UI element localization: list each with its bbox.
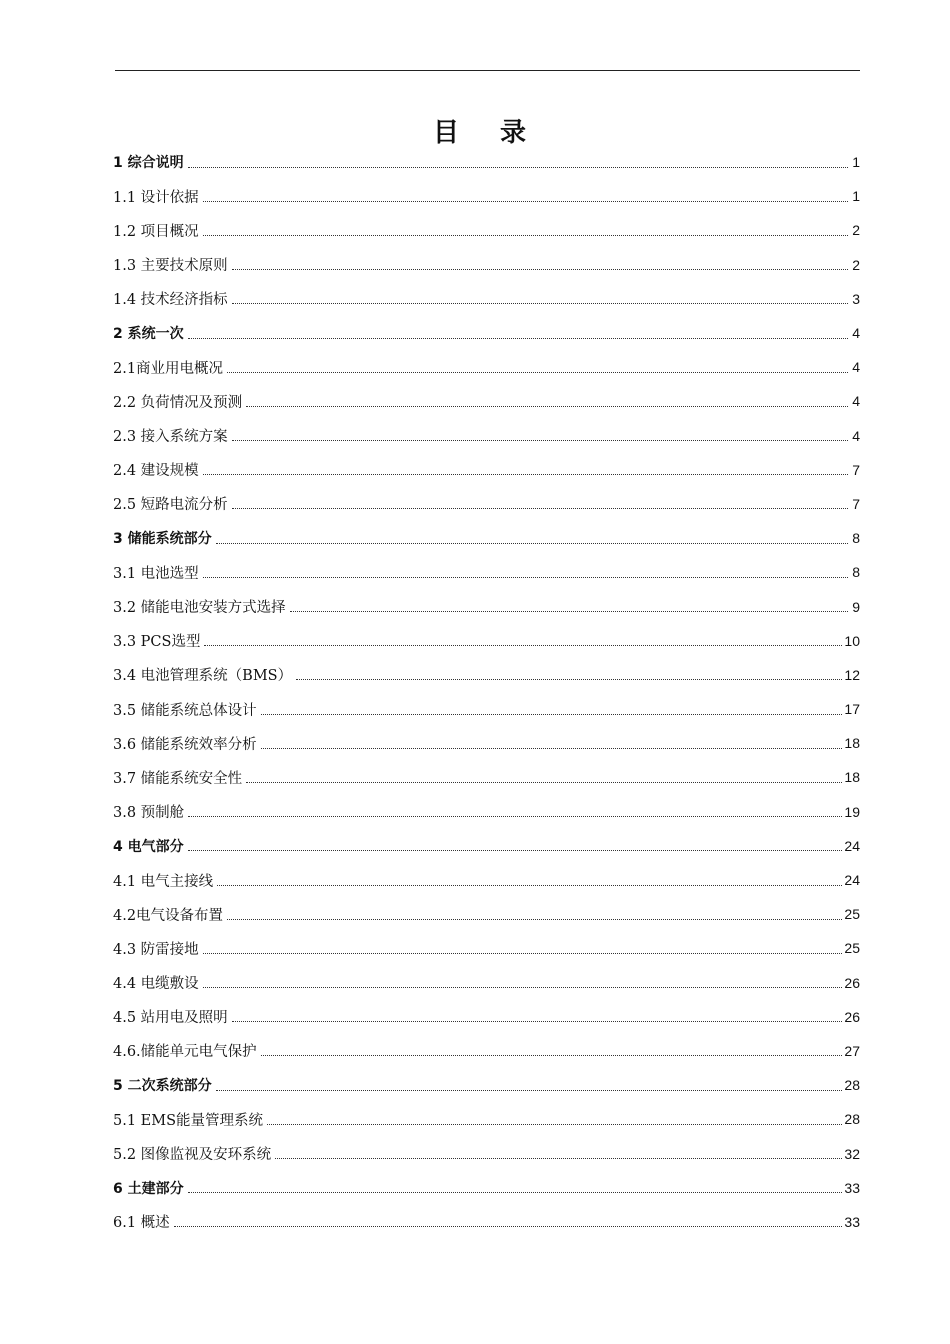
toc-dot-leader [232,303,848,304]
toc-dot-leader [203,235,848,236]
toc-dot-leader [246,406,848,407]
toc-entry[interactable] [113,521,860,555]
toc-entry-page-number: 26 [844,974,860,991]
toc-entry-page-number: 3 [852,290,860,307]
toc-dot-leader [261,1055,843,1056]
toc-dot-leader [290,611,848,612]
toc-entry-page-number: 8 [852,530,860,547]
toc-dot-leader [216,1090,843,1091]
toc-entry[interactable] [113,145,860,179]
toc-dot-leader [296,679,842,680]
toc-entry-label: 4.6.储能单元电气保护 [113,1044,257,1061]
toc-entry-label: 5.2 图像监视及安环系统 [113,1147,272,1164]
toc-entry-label: 4.5 站用电及照明 [113,1010,228,1027]
toc-entry-label: 4.2电气设备布置 [113,907,224,924]
toc-entry[interactable] [113,1205,860,1239]
toc-dot-leader [232,269,848,270]
toc-entry[interactable] [113,966,860,1000]
toc-dot-leader [217,885,842,886]
toc-entry-label: 4.4 电缆敷设 [113,976,199,993]
toc-entry[interactable] [113,487,860,521]
toc-entry[interactable] [113,726,860,760]
toc-dot-leader [188,167,848,168]
toc-entry-label: 4 电气部分 [113,838,184,855]
toc-entry-page-number: 18 [844,735,860,752]
toc-entry[interactable] [113,1034,860,1068]
toc-entry-label: 3.3 PCS选型 [113,634,201,651]
toc-entry[interactable] [113,658,860,692]
toc-entry[interactable] [113,863,860,897]
toc-entry[interactable] [113,829,860,863]
toc-entry-page-number: 4 [852,393,860,410]
toc-entry-label: 2.3 接入系统方案 [113,429,228,446]
toc-entry-label: 3.4 电池管理系统（BMS） [113,668,293,685]
toc-dot-leader [203,953,843,954]
toc-entry-page-number: 4 [852,427,860,444]
toc-dot-leader [261,748,843,749]
toc-entry[interactable] [113,1136,860,1170]
toc-dot-leader [246,782,842,783]
toc-entry[interactable] [113,555,860,589]
toc-entry[interactable] [113,692,860,726]
toc-entry-label: 3.2 储能电池安装方式选择 [113,600,286,617]
toc-dot-leader [203,987,843,988]
toc-dot-leader [275,1158,842,1159]
toc-entry-label: 4.1 电气主接线 [113,873,214,890]
toc-dot-leader [188,850,843,851]
toc-dot-leader [204,645,842,646]
toc-dot-leader [174,1226,843,1227]
toc-entry[interactable] [113,795,860,829]
toc-entry[interactable] [113,453,860,487]
toc-entry-label: 2 系统一次 [113,326,184,343]
toc-entry-label: 5.1 EMS能量管理系统 [113,1112,264,1129]
toc-entry-page-number: 2 [852,222,860,239]
toc-entry-label: 1.3 主要技术原则 [113,258,228,275]
toc-dot-leader [203,474,848,475]
toc-entry-label: 3 储能系统部分 [113,531,212,548]
toc-entry-page-number: 10 [844,632,860,649]
toc-entry-page-number: 1 [852,188,860,205]
toc-dot-leader [203,201,848,202]
toc-entry-label: 2.5 短路电流分析 [113,497,228,514]
toc-entry[interactable] [113,419,860,453]
toc-dot-leader [267,1124,842,1125]
toc-dot-leader [188,1192,843,1193]
toc-entry-page-number: 24 [844,837,860,854]
toc-entry[interactable] [113,384,860,418]
toc-dot-leader [203,577,848,578]
toc-entry[interactable] [113,1171,860,1205]
toc-entry-page-number: 26 [844,1008,860,1025]
toc-entry-label: 1.4 技术经济指标 [113,292,228,309]
toc-entry-page-number: 4 [852,359,860,376]
toc-entry-label: 2.2 负荷情况及预测 [113,394,243,411]
toc-dot-leader [188,816,842,817]
toc-entry-label: 1.2 项目概况 [113,223,199,240]
header-rule [115,70,860,71]
toc-entry[interactable] [113,316,860,350]
toc-entry-label: 3.1 电池选型 [113,565,199,582]
toc-entry-label: 6.1 概述 [113,1215,170,1232]
toc-entry-label: 1.1 设计依据 [113,189,199,206]
toc-entry-label: 4.3 防雷接地 [113,941,199,958]
toc-entry-page-number: 33 [844,1213,860,1230]
toc-dot-leader [188,338,848,339]
toc-entry[interactable] [113,897,860,931]
toc-entry-page-number: 28 [844,1077,860,1094]
toc-entry-page-number: 28 [844,1111,860,1128]
toc-dot-leader [232,440,848,441]
toc-entry-label: 5 二次系统部分 [113,1078,212,1095]
toc-entry-page-number: 7 [852,495,860,512]
table-of-contents [113,145,860,1239]
toc-entry[interactable] [113,282,860,316]
toc-dot-leader [232,1021,843,1022]
toc-entry-page-number: 27 [844,1042,860,1059]
toc-entry-page-number: 4 [852,325,860,342]
toc-entry-page-number: 33 [844,1179,860,1196]
toc-entry-page-number: 25 [844,940,860,957]
toc-entry[interactable] [113,589,860,623]
toc-entry-page-number: 32 [844,1145,860,1162]
toc-entry-page-number: 18 [844,769,860,786]
toc-entry[interactable] [113,213,860,247]
toc-entry-page-number: 12 [844,666,860,683]
toc-entry-page-number: 24 [844,872,860,889]
toc-entry[interactable] [113,931,860,965]
toc-entry-page-number: 19 [844,803,860,820]
toc-entry-page-number: 25 [844,906,860,923]
toc-entry[interactable] [113,1000,860,1034]
toc-entry[interactable] [113,624,860,658]
toc-entry-label: 3.8 预制舱 [113,805,185,822]
toc-entry-page-number: 1 [852,154,860,171]
toc-entry-label: 1 综合说明 [113,155,184,172]
toc-entry-label: 3.5 储能系统总体设计 [113,702,257,719]
toc-entry-label: 2.4 建设规模 [113,463,199,480]
toc-title: 目 录 [432,118,543,148]
toc-entry[interactable] [113,760,860,794]
toc-entry[interactable] [113,1102,860,1136]
toc-entry-page-number: 9 [852,598,860,615]
toc-entry[interactable] [113,350,860,384]
toc-dot-leader [227,919,842,920]
toc-entry-page-number: 17 [844,701,860,718]
toc-entry-label: 2.1商业用电概况 [113,360,224,377]
toc-entry[interactable] [113,1068,860,1102]
toc-entry-label: 6 土建部分 [113,1180,184,1197]
toc-entry-label: 3.7 储能系统安全性 [113,770,243,787]
toc-dot-leader [232,508,848,509]
toc-entry-page-number: 8 [852,564,860,581]
toc-entry[interactable] [113,248,860,282]
toc-entry-label: 3.6 储能系统效率分析 [113,736,257,753]
toc-dot-leader [227,372,848,373]
toc-entry-page-number: 2 [852,256,860,273]
toc-entry[interactable] [113,179,860,213]
toc-entry-page-number: 7 [852,461,860,478]
toc-dot-leader [261,714,843,715]
toc-dot-leader [216,543,848,544]
